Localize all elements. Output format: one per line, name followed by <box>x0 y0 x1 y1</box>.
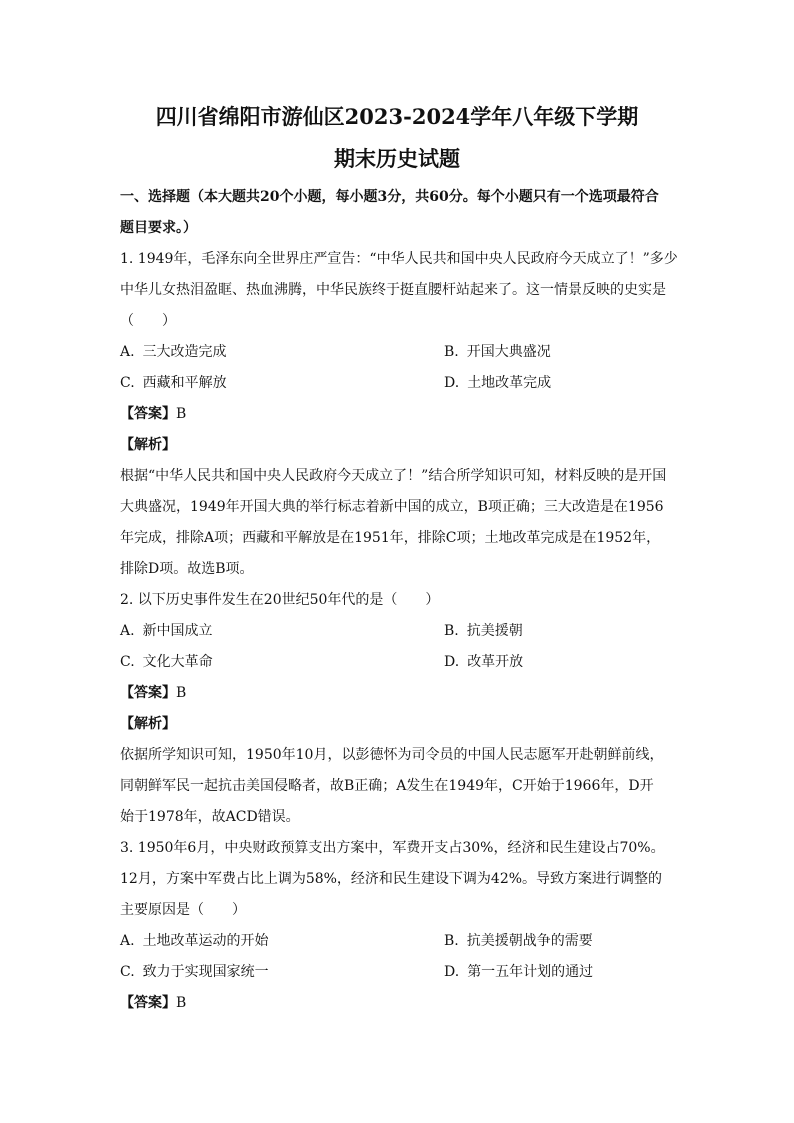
option-key: D. <box>444 375 460 391</box>
option-d <box>444 957 680 988</box>
analysis-label: 【解析】 <box>120 437 176 453</box>
analysis-line: 根据“中华人民共和国中央人民政府今天成立了！”结合所学知识可知，材料反映的是开国 <box>120 468 667 484</box>
option-a <box>120 926 444 957</box>
answer-value: B <box>176 685 187 701</box>
answer-value: B <box>176 406 187 422</box>
analysis-line: 大典盛况，1949年开国大典的举行标志着新中国的成立，B项正确；三大改造是在1956 <box>120 499 664 515</box>
option-text: 土地改革完成 <box>467 375 552 391</box>
option-text: 抗美援朝 <box>466 623 523 639</box>
section-heading: 一、选择题（本大题共20个小题，每小题3分，共60分。每个小题只有一个选项最符合 <box>120 189 659 205</box>
option-text: 开国大典盛况 <box>466 344 551 360</box>
option-text: 第一五年计划的通过 <box>467 964 594 980</box>
question-stem-line: 2. 以下历史事件发生在20世纪50年代的是（ ） <box>120 592 440 608</box>
options-row <box>120 957 680 988</box>
answer-label: 【答案】 <box>120 995 176 1011</box>
option-key: C. <box>120 964 135 980</box>
answer-line <box>120 399 680 430</box>
option-d <box>444 647 680 678</box>
option-text: 西藏和平解放 <box>142 375 227 391</box>
option-c <box>120 957 444 988</box>
question-stem-line: 12月，方案中军费占比上调为58%，经济和民生建设下调为42%。导致方案进行调整的 <box>120 871 663 887</box>
option-b <box>444 616 680 647</box>
option-key: A. <box>120 623 135 639</box>
option-b <box>444 926 680 957</box>
options-row <box>120 616 680 647</box>
option-key: C. <box>120 375 135 391</box>
options-row <box>120 647 680 678</box>
question-stem-line: 3. 1950年6月，中央财政预算支出方案中，军费开支占30%，经济和民生建设占70%。 <box>120 840 665 856</box>
question-stem-line: 1. 1949年，毛泽东向全世界庄严宣告：“中华人民共和国中央人民政府今天成立了！”多少 <box>120 251 678 267</box>
page-subtitle: 期末历史试题 <box>334 146 460 171</box>
analysis-line: 排除D项。故选B项。 <box>120 561 254 577</box>
option-text: 三大改造完成 <box>142 344 227 360</box>
option-key: A. <box>120 933 135 949</box>
question-3 <box>120 833 680 1019</box>
answer-value: B <box>176 995 187 1011</box>
option-a <box>120 616 444 647</box>
option-d <box>444 368 680 399</box>
question-1 <box>120 244 680 585</box>
option-text: 新中国成立 <box>142 623 213 639</box>
document-body <box>120 182 680 1019</box>
question-stem-line: （ ） <box>120 313 176 329</box>
answer-label: 【答案】 <box>120 685 176 701</box>
page-title: 四川省绵阳市游仙区2023-2024学年八年级下学期 <box>155 104 639 129</box>
answer-line <box>120 678 680 709</box>
analysis-line: 同朝鲜军民一起抗击美国侵略者，故B正确；A发生在1949年，C开始于1966年，D开 <box>120 778 654 794</box>
option-key: B. <box>444 344 459 360</box>
option-key: A. <box>120 344 135 360</box>
option-key: D. <box>444 654 460 670</box>
option-c <box>120 647 444 678</box>
analysis-line: 依据所学知识可知，1950年10月，以彭德怀为司令员的中国人民志愿军开赴朝鲜前线， <box>120 747 664 763</box>
option-a <box>120 337 444 368</box>
question-stem-line: 中华儿女热泪盈眶、热血沸腾，中华民族终于挺直腰杆站起来了。这一情景反映的史实是 <box>120 282 666 298</box>
section-heading-cont: 题目要求。） <box>120 220 197 236</box>
option-key: B. <box>444 623 459 639</box>
question-stem-line: 主要原因是（ ） <box>120 902 246 918</box>
option-key: B. <box>444 933 459 949</box>
option-c <box>120 368 444 399</box>
answer-label: 【答案】 <box>120 406 176 422</box>
options-row <box>120 926 680 957</box>
option-text: 抗美援朝战争的需要 <box>466 933 593 949</box>
option-text: 土地改革运动的开始 <box>142 933 269 949</box>
options-row <box>120 368 680 399</box>
option-key: C. <box>120 654 135 670</box>
option-key: D. <box>444 964 460 980</box>
option-text: 文化大革命 <box>142 654 213 670</box>
answer-line <box>120 988 680 1019</box>
option-text: 改革开放 <box>467 654 524 670</box>
analysis-label: 【解析】 <box>120 716 176 732</box>
option-b <box>444 337 680 368</box>
analysis-line: 年完成，排除A项；西藏和平解放是在1951年，排除C项；土地改革完成是在1952年， <box>120 530 661 546</box>
analysis-line: 始于1978年，故ACD错误。 <box>120 809 300 825</box>
options-row <box>120 337 680 368</box>
option-text: 致力于实现国家统一 <box>142 964 269 980</box>
question-2 <box>120 585 680 833</box>
